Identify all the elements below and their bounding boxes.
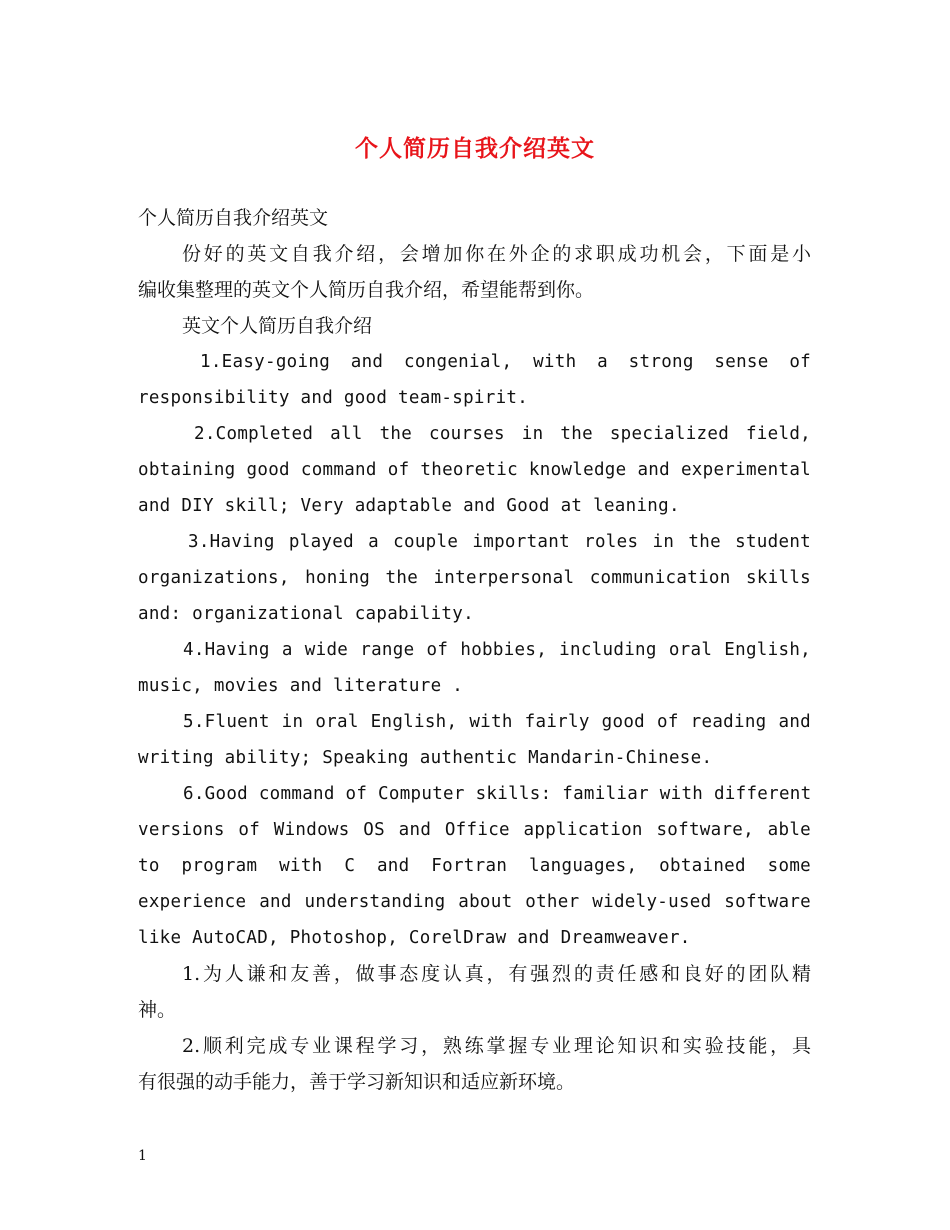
english-item-2-line-3: and DIY skill; Very adaptable and Good at leaning. (138, 496, 680, 516)
english-item-3 (138, 524, 811, 632)
english-item-1-line-1: 1.Easy-going and congenial, with a strong sense of (200, 352, 811, 372)
page-number: 1 (138, 1148, 147, 1164)
english-item-1 (138, 344, 811, 416)
english-item-6-line-4: experience and understanding about other widely-used software (138, 892, 811, 912)
section-heading: 个人简历自我介绍英文 (138, 207, 329, 229)
english-item-1-line-2: responsibility and good team-spirit. (138, 388, 529, 408)
english-item-4 (138, 632, 811, 704)
chinese-item-1 (138, 956, 811, 1028)
intro-line-1: 份好的英文自我介绍，会增加你在外企的求职成功机会，下面是小 (182, 243, 811, 265)
english-item-2 (138, 416, 811, 524)
english-item-5 (138, 704, 811, 776)
english-item-4-line-1: 4.Having a wide range of hobbies, including oral English, (183, 640, 811, 660)
english-item-3-line-3: and: organizational capability. (138, 604, 474, 624)
english-item-6-line-2: versions of Windows OS and Office application software, able (138, 820, 811, 840)
chinese-item-1-line-1: 1.为人谦和友善，做事态度认真，有强烈的责任感和良好的团队精 (182, 963, 811, 985)
english-item-6-line-5: like AutoCAD, Photoshop, CorelDraw and Dreamweaver. (138, 928, 691, 948)
english-item-3-line-2: organizations, honing the interpersonal communication skills (138, 568, 811, 588)
english-item-2-line-2: obtaining good command of theoretic knowledge and experimental (138, 460, 811, 480)
intro-line-2: 编收集整理的英文个人简历自我介绍，希望能帮到你。 (138, 279, 595, 301)
chinese-item-2 (138, 1028, 811, 1100)
document-title: 个人简历自我介绍英文 (355, 135, 595, 162)
english-item-5-line-1: 5.Fluent in oral English, with fairly good of reading and (183, 712, 811, 732)
intro-paragraph (138, 236, 811, 308)
chinese-item-2-line-2: 有很强的动手能力，善于学习新知识和适应新环境。 (138, 1071, 576, 1093)
english-item-6-line-3: to program with C and Fortran languages, obtained some (138, 856, 811, 876)
english-item-4-line-2: music, movies and literature . (138, 676, 464, 696)
chinese-item-2-line-1: 2.顺利完成专业课程学习，熟练掌握专业理论知识和实验技能，具 (182, 1035, 811, 1057)
english-item-3-line-1: 3.Having played a couple important roles in the student (188, 532, 811, 552)
english-item-6 (138, 776, 811, 956)
english-item-2-line-1: 2.Completed all the courses in the specialized field, (194, 424, 811, 444)
english-subheading: 英文个人简历自我介绍 (182, 315, 373, 337)
english-item-5-line-2: writing ability; Speaking authentic Mandarin-Chinese. (138, 748, 713, 768)
chinese-item-1-line-2: 神。 (138, 999, 177, 1021)
document-body (138, 200, 811, 1100)
english-item-6-line-1: 6.Good command of Computer skills: familiar with different (183, 784, 811, 804)
